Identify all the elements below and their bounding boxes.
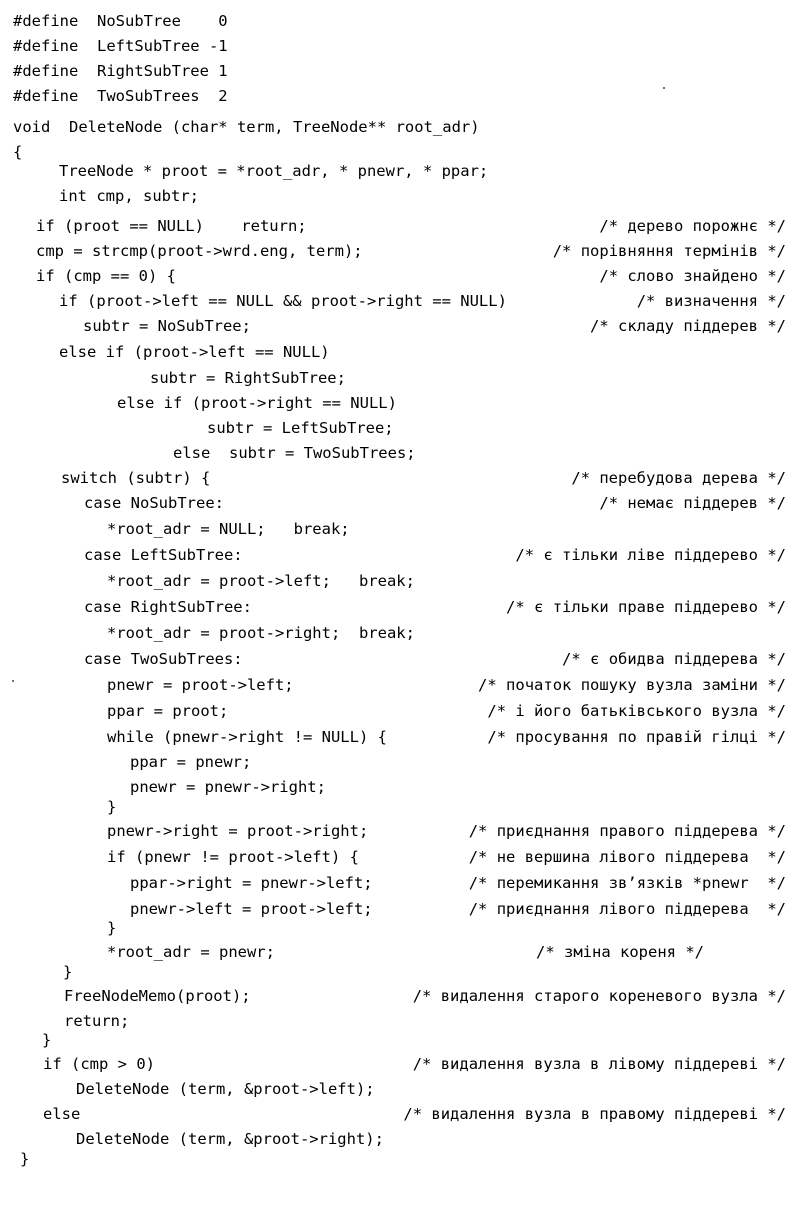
code-line	[0, 569, 796, 593]
code-line	[0, 984, 796, 1008]
scan-speck	[12, 680, 14, 682]
code-text: }	[20, 1150, 30, 1168]
code-text: *root_adr = pnewr;	[107, 943, 275, 961]
code-comment: /* приєднання лівого піддерева */	[468, 900, 786, 918]
code-line	[0, 795, 796, 819]
code-line	[0, 517, 796, 541]
code-text: }	[107, 919, 117, 937]
code-line	[0, 314, 796, 338]
code-text: case LeftSubTree:	[84, 546, 243, 564]
code-text: case TwoSubTrees:	[84, 650, 243, 668]
code-line	[0, 673, 796, 697]
code-text: if (cmp == 0) {	[36, 267, 176, 285]
code-line	[0, 543, 796, 567]
code-text: *root_adr = proot->right; break;	[107, 624, 415, 642]
code-line	[0, 366, 796, 390]
code-comment: /* видалення вузла в лівому піддереві */	[412, 1055, 786, 1073]
code-text: {	[13, 143, 23, 161]
code-comment: /* приєднання правого піддерева */	[468, 822, 786, 840]
code-line	[0, 184, 796, 208]
code-text: pnewr->left = proot->left;	[130, 900, 373, 918]
code-line	[0, 595, 796, 619]
code-line	[0, 466, 796, 490]
code-text: if (pnewr != proot->left) {	[107, 848, 359, 866]
code-text: if (proot == NULL) return;	[36, 217, 307, 235]
code-text: #define TwoSubTrees 2	[13, 87, 228, 105]
code-line	[0, 239, 796, 263]
code-text: else if (proot->right == NULL)	[117, 394, 397, 412]
code-line	[0, 59, 796, 83]
code-comment: /* слово знайдено */	[599, 267, 786, 285]
code-line	[0, 1028, 796, 1052]
code-line	[0, 1052, 796, 1076]
code-comment: /* перемикання зв’язків *pnewr */	[468, 874, 786, 892]
code-text: subtr = LeftSubTree;	[207, 419, 394, 437]
code-text: return;	[64, 1012, 130, 1030]
code-text: ppar = proot;	[107, 702, 229, 720]
code-line	[0, 871, 796, 895]
code-comment: /* складу піддерев */	[590, 317, 786, 335]
code-line	[0, 1102, 796, 1126]
code-line	[0, 441, 796, 465]
code-line	[0, 9, 796, 33]
code-comment: /* порівняння термінів */	[552, 242, 786, 260]
code-text: case RightSubTree:	[84, 598, 252, 616]
scan-speck	[663, 87, 665, 89]
code-comment: /* видалення вузла в правому піддереві */	[403, 1105, 786, 1123]
code-text: #define NoSubTree 0	[13, 12, 228, 30]
code-comment: /* перебудова дерева */	[571, 469, 786, 487]
code-comment: /* визначення */	[636, 292, 786, 310]
code-text: #define RightSubTree 1	[13, 62, 228, 80]
code-text: *root_adr = proot->left; break;	[107, 572, 415, 590]
code-comment: /* просування по правій гілці */	[487, 728, 786, 746]
code-line	[0, 960, 796, 984]
code-line	[0, 84, 796, 108]
code-text: if (proot->left == NULL && proot->right == NULL)	[59, 292, 507, 310]
code-text: }	[42, 1031, 52, 1049]
code-comment: /* дерево порожнє */	[599, 217, 786, 235]
code-text: int cmp, subtr;	[59, 187, 199, 205]
code-text: pnewr->right = proot->right;	[107, 822, 369, 840]
code-text: cmp = strcmp(proot->wrd.eng, term);	[36, 242, 363, 260]
code-line	[0, 621, 796, 645]
code-line	[0, 699, 796, 723]
code-text: else	[43, 1105, 81, 1123]
code-text: void DeleteNode (char* term, TreeNode** root_adr)	[13, 118, 480, 136]
code-text: subtr = NoSubTree;	[83, 317, 251, 335]
code-text: TreeNode * proot = *root_adr, * pnewr, * ppar;	[59, 162, 489, 180]
code-text: pnewr = proot->left;	[107, 676, 294, 694]
code-line	[0, 214, 796, 238]
code-comment: /* зміна кореня */	[536, 943, 704, 961]
code-text: }	[107, 798, 117, 816]
code-text: DeleteNode (term, &proot->left);	[76, 1080, 375, 1098]
code-text: pnewr = pnewr->right;	[130, 778, 326, 796]
code-line	[0, 750, 796, 774]
code-line	[0, 491, 796, 515]
code-text: FreeNodeMemo(proot);	[64, 987, 251, 1005]
code-comment: /* не вершина лівого піддерева */	[468, 848, 786, 866]
code-text: while (pnewr->right != NULL) {	[107, 728, 387, 746]
code-line	[0, 1077, 796, 1101]
code-line	[0, 391, 796, 415]
code-line	[0, 159, 796, 183]
code-comment: /* є тільки ліве піддерево */	[515, 546, 786, 564]
code-text: case NoSubTree:	[84, 494, 224, 512]
code-text: }	[63, 963, 73, 981]
code-text: else if (proot->left == NULL)	[59, 343, 330, 361]
code-comment: /* і його батьківського вузла */	[487, 702, 786, 720]
code-line	[0, 819, 796, 843]
code-comment: /* є тільки праве піддерево */	[506, 598, 786, 616]
code-line	[0, 725, 796, 749]
code-text: DeleteNode (term, &proot->right);	[76, 1130, 384, 1148]
code-line	[0, 647, 796, 671]
code-text: subtr = RightSubTree;	[150, 369, 346, 387]
code-text: switch (subtr) {	[61, 469, 211, 487]
code-text: else subtr = TwoSubTrees;	[173, 444, 416, 462]
code-line	[0, 115, 796, 139]
code-line	[0, 916, 796, 940]
code-comment: /* початок пошуку вузла заміни */	[478, 676, 786, 694]
code-text: if (cmp > 0)	[43, 1055, 155, 1073]
code-comment: /* є обидва піддерева */	[562, 650, 786, 668]
code-line	[0, 1147, 796, 1171]
code-text: ppar->right = pnewr->left;	[130, 874, 373, 892]
code-text: *root_adr = NULL; break;	[107, 520, 350, 538]
code-line	[0, 289, 796, 313]
code-comment: /* немає піддерев */	[599, 494, 786, 512]
code-comment: /* видалення старого кореневого вузла */	[412, 987, 786, 1005]
code-line	[0, 34, 796, 58]
code-line	[0, 340, 796, 364]
code-text: ppar = pnewr;	[130, 753, 252, 771]
code-line	[0, 845, 796, 869]
code-text: #define LeftSubTree -1	[13, 37, 228, 55]
code-line	[0, 416, 796, 440]
code-line	[0, 264, 796, 288]
